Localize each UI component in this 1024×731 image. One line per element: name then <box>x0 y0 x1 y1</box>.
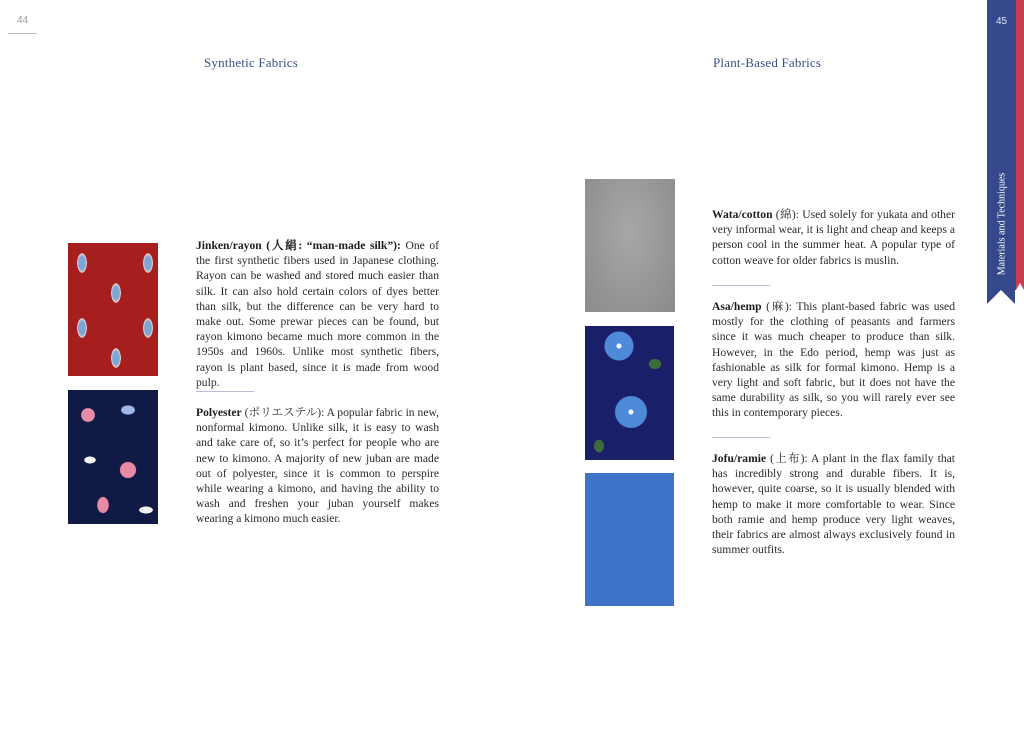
polyester-fabric-swatch-image <box>68 390 158 524</box>
chapter-ribbon-accent-tip <box>1016 283 1024 290</box>
entry-rayon-kanji: 人絹 <box>270 239 299 252</box>
entry-cotton-text: Used solely for yukata and other very informal wear, it is light and cheap and keeps a person cool in the summer heat. A popular type of cotton weave for older fabrics is muslin. <box>712 208 955 267</box>
ramie-fabric-swatch-image <box>585 473 674 606</box>
entry-rayon <box>196 238 439 390</box>
entry-rayon-gloss: “man-made silk” <box>306 239 394 252</box>
entry-polyester-term: (ポリエステル): <box>241 406 327 419</box>
hemp-fabric-swatch-image <box>585 326 674 460</box>
entry-cotton-name: Wata/cotton <box>712 208 773 221</box>
page-number-rule <box>8 33 37 34</box>
entry-ramie-term: (上布): <box>766 452 812 465</box>
entry-hemp-text: This plant-based fabric was used mostly for the clothing of peasants and farmers since it was much cheaper to produce than silk. However, in the Edo period, hemp was just as fashionable as silk for formal kimono. Hemp is a very light and soft fabric, but it does not have the same durability as silk, so you will rarely ever see this in contemporary pieces. <box>712 300 955 420</box>
entry-polyester-text: A popular fabric in new, nonformal kimono. Unlike silk, it is easy to wash and take care of, so it’s perfect for people who are new to kimono. A majority of new juban are made out of polyester, since it is common to perspire while wearing a kimono, and having the ability to wash and freshen your juban yourself makes wearing a kimono much easier. <box>196 406 439 526</box>
page-number-left: 44 <box>17 15 29 26</box>
cotton-fabric-swatch-image <box>585 179 675 312</box>
entry-ramie-name: Jofu/ramie <box>712 452 767 465</box>
entry-hemp-name: Asa/hemp <box>712 300 762 313</box>
page-number-right: 45 <box>996 16 1008 27</box>
entry-rayon-term-close: ): <box>393 239 406 252</box>
section-title-synthetic: Synthetic Fabrics <box>204 55 299 70</box>
chapter-ribbon-tip <box>987 290 1015 304</box>
entry-ramie <box>712 451 955 557</box>
entry-ramie-text: A plant in the flax family that has incredibly strong and durable fibers. It is, however, quite coarse, so it is usually blended with hemp to make it more comfortable to wear. Since both ramie and hemp produce very light weaves, their fabrics are almost always exclusively found in summer outfits. <box>712 452 955 557</box>
entry-polyester <box>196 405 439 527</box>
entry-cotton-term: (綿): <box>772 208 803 221</box>
entry-cotton <box>712 207 955 268</box>
entry-rayon-sep: : <box>298 239 307 252</box>
chapter-ribbon-accent <box>1016 0 1024 283</box>
entry-hemp-term: (麻): <box>761 300 797 313</box>
section-title-plant-based: Plant-Based Fabrics <box>713 55 822 70</box>
entry-polyester-name: Polyester <box>196 406 242 419</box>
rayon-fabric-swatch-image <box>68 243 158 376</box>
entry-hemp <box>712 299 955 421</box>
entry-rayon-name: Jinken/rayon <box>196 239 262 252</box>
entry-rayon-term-open: ( <box>261 239 271 252</box>
chapter-tab-label: Materials and Techniques <box>996 172 1008 276</box>
entry-divider <box>712 285 770 286</box>
entry-divider <box>712 437 770 438</box>
entry-divider <box>196 391 254 392</box>
entry-rayon-text: One of the first synthetic fibers used in Japanese clothing. Rayon can be washed and stored much easier than silk. It can also hold certain colors of dyes better than silk, but the difference can be very hard to make out. Some prewar pieces can be found, but rayon kimono became much more common in the 1950s and 1960s. Unlike most synthetic fibers, rayon is plant based, since it is made from wood pulp. <box>196 239 439 389</box>
